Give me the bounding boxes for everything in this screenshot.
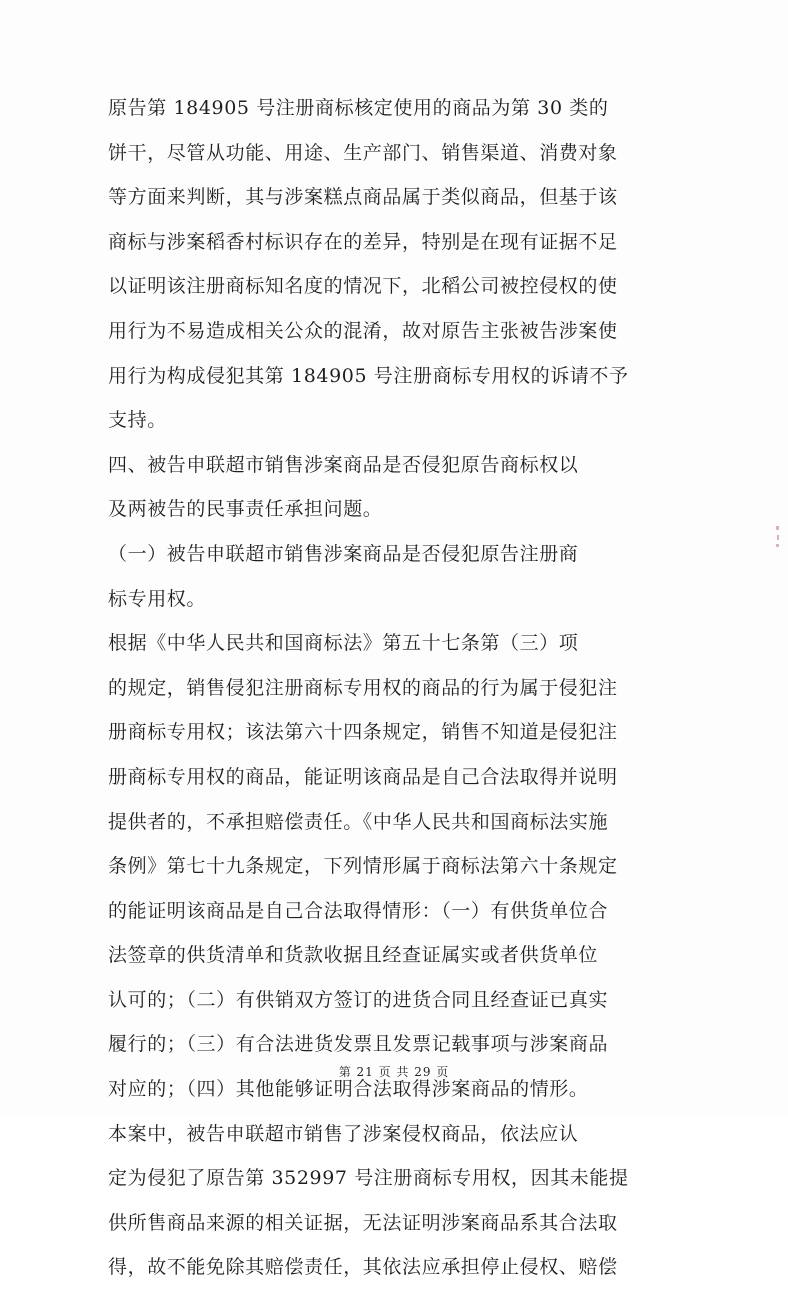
document-body (108, 86, 668, 1290)
text-line: 用行为不易造成相关公众的混淆，故对原告主张被告涉案使 (108, 319, 618, 342)
section-heading-line: 及两被告的民事责任承担问题。 (108, 498, 383, 521)
margin-seal-mark (775, 525, 781, 551)
text-line: 条例》第七十九条规定，下列情形属于商标法第六十条规定 (108, 855, 618, 878)
text-line: 的能证明该商品是自己合法取得情形：（一）有供货单位合 (108, 899, 609, 922)
text-line: 的规定，销售侵犯注册商标专用权的商品的行为属于侵犯注 (108, 676, 618, 699)
section-heading-line: 四、被告申联超市销售涉案商品是否侵犯原告商标权以 (108, 453, 579, 476)
text-line: 得，故不能免除其赔偿责任，其依法应承担停止侵权、赔偿 (108, 1256, 618, 1279)
text-line: 册商标专用权的商品，能证明该商品是自己合法取得并说明 (108, 765, 618, 788)
text-line: 等方面来判断，其与涉案糕点商品属于类似商品，但基于该 (108, 186, 618, 209)
text-line: 本案中，被告申联超市销售了涉案侵权商品，依法应认 (108, 1122, 579, 1145)
text-line: 供所售商品来源的相关证据，无法证明涉案商品系其合法取 (108, 1211, 618, 1234)
subsection-heading-line: （一）被告申联超市销售涉案商品是否侵犯原告注册商 (108, 542, 579, 565)
text-line: 定为侵犯了原告第 352997 号注册商标专用权，因其未能提 (108, 1167, 629, 1190)
text-line: 原告第 184905 号注册商标核定使用的商品为第 30 类的 (108, 97, 609, 119)
text-line: 提供者的，不承担赔偿责任。《中华人民共和国商标法实施 (108, 810, 609, 833)
text-line: 册商标专用权；该法第六十四条规定，销售不知道是侵犯注 (108, 721, 618, 744)
text-line: 对应的；（四）其他能够证明合法取得涉案商品的情形。 (108, 1078, 589, 1101)
text-line: 支持。 (108, 409, 167, 432)
subsection-heading-line: 标专用权。 (108, 587, 207, 610)
text-line: 以证明该注册商标知名度的情况下，北稻公司被控侵权的使 (108, 275, 618, 298)
page-number: 第 21 页 共 29 页 (338, 1065, 450, 1079)
text-line: 履行的；（三）有合法进货发票且发票记载事项与涉案商品 (108, 1033, 609, 1056)
text-line: 根据《中华人民共和国商标法》第五十七条第（三）项 (108, 632, 579, 655)
text-line: 认可的；（二）有供销双方签订的进货合同且经查证已真实 (108, 988, 609, 1011)
text-line: 用行为构成侵犯其第 184905 号注册商标专用权的诉请不予 (108, 364, 629, 387)
seal-fragment-icon (775, 525, 781, 551)
text-line: 饼干，尽管从功能、用途、生产部门、销售渠道、消费对象 (108, 141, 618, 164)
text-line: 商标与涉案稻香村标识存在的差异，特别是在现有证据不足 (108, 230, 618, 253)
text-line: 法签章的供货清单和货款收据且经查证属实或者供货单位 (108, 944, 599, 967)
